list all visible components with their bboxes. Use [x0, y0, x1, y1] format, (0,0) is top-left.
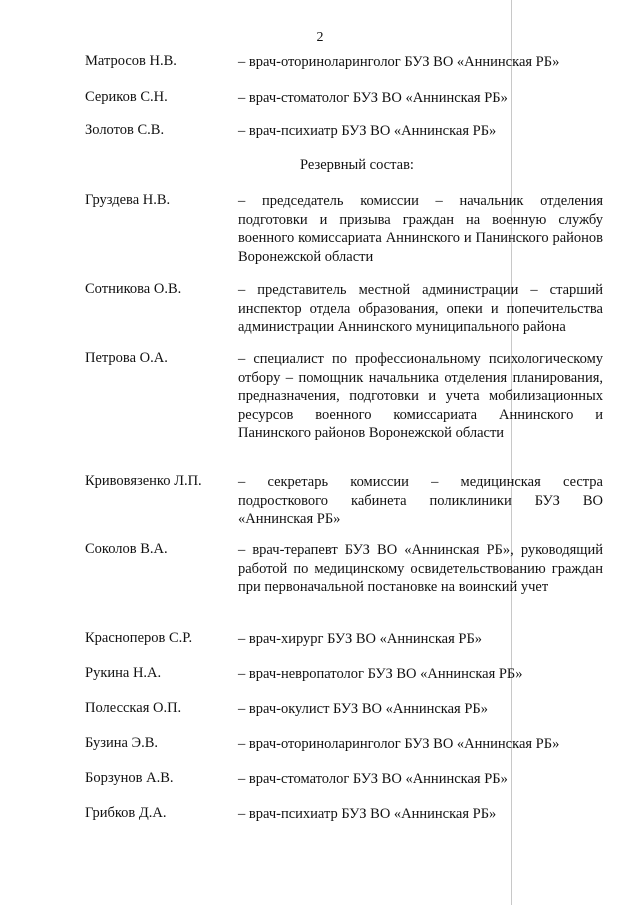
member-role: – специалист по профессиональному психологическому отбору – помощник начальника отделения планирования, предназначения, подготовки и учета мобилизационных ресурсов военного комиссариата Аннинского и Панинского районов Воронежской области [238, 351, 603, 441]
member-name: Матросов Н.В. [85, 53, 177, 69]
member-name: Золотов С.В. [85, 122, 165, 138]
member-role: – представитель местной администрации – старший инспектор отдела образования, опеки и попечительства администрации Аннинского муниципального района [238, 282, 603, 335]
member-name: Груздева Н.В. [85, 192, 171, 208]
member-role: – секретарь комиссии – медицинская сестра подросткового кабинета поликлиники БУЗ ВО «Аннинская РБ» [238, 474, 603, 527]
member-name: Соколов В.А. [85, 541, 168, 557]
member-role: – врач-терапевт БУЗ ВО «Аннинская РБ», руководящий работой по медицинскому освидетельствованию граждан при первоначальной постановке на воинский учет [238, 542, 603, 595]
member-name: Кривовязенко Л.П. [85, 473, 202, 489]
member-name: Сотникова О.В. [85, 281, 182, 297]
member-role: – врач-стоматолог БУЗ ВО «Аннинская РБ» [238, 90, 508, 106]
member-name: Грибков Д.А. [85, 805, 167, 821]
member-name: Полесская О.П. [85, 700, 182, 716]
member-role: – врач-стоматолог БУЗ ВО «Аннинская РБ» [238, 771, 508, 787]
member-name: Красноперов С.Р. [85, 630, 193, 646]
reserve-heading: Резервный состав: [300, 157, 414, 173]
member-name: Сериков С.Н. [85, 89, 168, 105]
member-role: – врач-оториноларинголог БУЗ ВО «Аннинская РБ» [238, 54, 560, 70]
member-role: – врач-окулист БУЗ ВО «Аннинская РБ» [238, 701, 488, 717]
member-role: – врач-хирург БУЗ ВО «Аннинская РБ» [238, 631, 483, 647]
member-role: – врач-психиатр БУЗ ВО «Аннинская РБ» [238, 123, 497, 139]
member-role: – врач-невропатолог БУЗ ВО «Аннинская РБ» [238, 666, 523, 682]
member-name: Бузина Э.В. [85, 735, 159, 751]
member-name: Рукина Н.А. [85, 665, 162, 681]
member-role: – врач-психиатр БУЗ ВО «Аннинская РБ» [238, 806, 497, 822]
member-name: Петрова О.А. [85, 350, 168, 366]
page-number: 2 [316, 30, 324, 45]
member-role: – председатель комиссии – начальник отделения подготовки и призыва граждан на военную службу военного комиссариата Аннинского и Панинского районов Воронежской области [238, 193, 603, 265]
member-role: – врач-оториноларинголог БУЗ ВО «Аннинская РБ» [238, 736, 560, 752]
member-name: Борзунов А.В. [85, 770, 174, 786]
